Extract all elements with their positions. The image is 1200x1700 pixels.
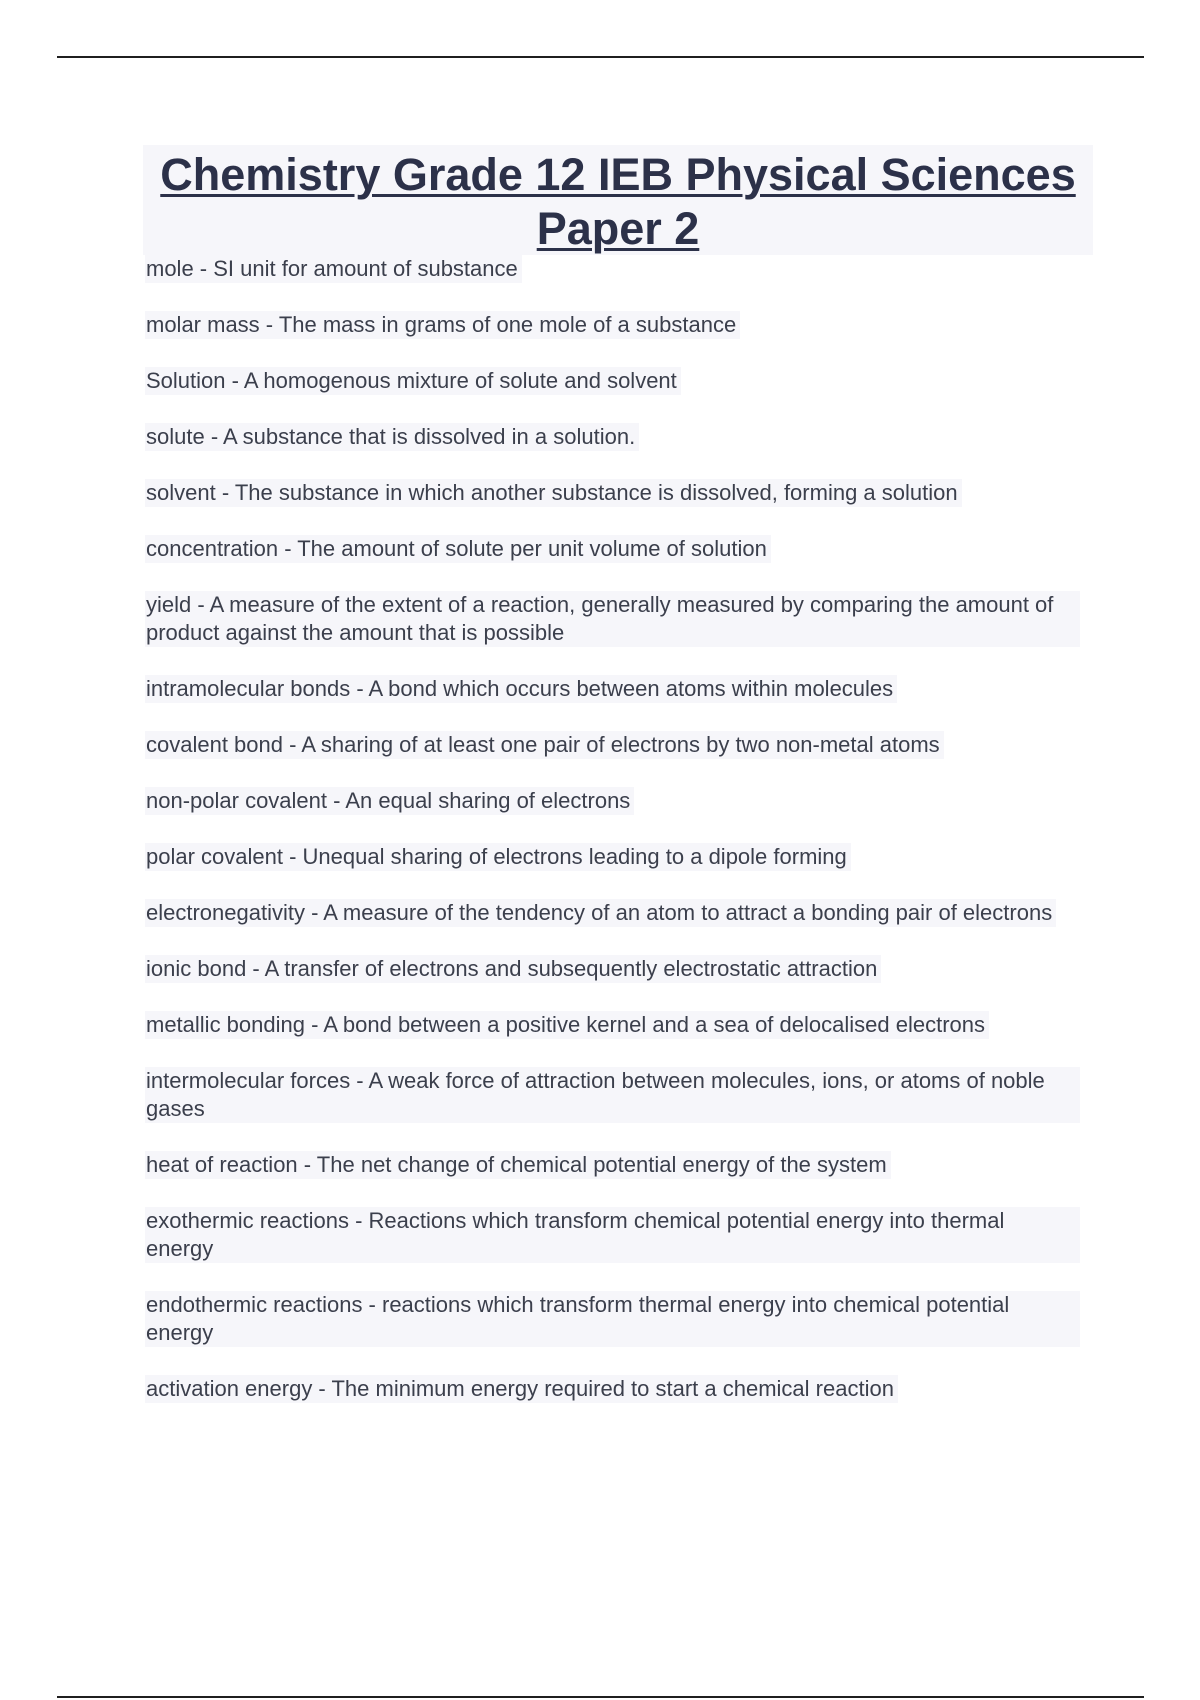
definition-item: non-polar covalent - An equal sharing of electrons xyxy=(145,787,634,815)
definition-item: solvent - The substance in which another substance is dissolved, forming a solution xyxy=(145,479,962,507)
bottom-rule xyxy=(57,1696,1144,1698)
definition-item: Solution - A homogenous mixture of solute and solvent xyxy=(145,367,681,395)
definition-item: endothermic reactions - reactions which transform thermal energy into chemical potential energy xyxy=(145,1291,1080,1347)
definition-item: covalent bond - A sharing of at least one pair of electrons by two non-metal atoms xyxy=(145,731,944,759)
definition-item: exothermic reactions - Reactions which transform chemical potential energy into thermal energy xyxy=(145,1207,1080,1263)
top-rule xyxy=(57,56,1144,58)
definition-item: electronegativity - A measure of the tendency of an atom to attract a bonding pair of electrons xyxy=(145,899,1056,927)
definition-item: heat of reaction - The net change of chemical potential energy of the system xyxy=(145,1151,891,1179)
definition-item: molar mass - The mass in grams of one mole of a substance xyxy=(145,311,740,339)
title-block xyxy=(143,145,1093,255)
definition-item: polar covalent - Unequal sharing of electrons leading to a dipole forming xyxy=(145,843,851,871)
definition-item: mole - SI unit for amount of substance xyxy=(145,255,522,283)
document-title: Chemistry Grade 12 IEB Physical Sciences Paper 2 xyxy=(160,149,1076,254)
definition-item: yield - A measure of the extent of a reaction, generally measured by comparing the amount of product against the amount that is possible xyxy=(145,591,1080,647)
definition-item: metallic bonding - A bond between a positive kernel and a sea of delocalised electrons xyxy=(145,1011,989,1039)
definitions-list xyxy=(145,255,1095,1431)
definition-item: solute - A substance that is dissolved in a solution. xyxy=(145,423,639,451)
definition-item: concentration - The amount of solute per unit volume of solution xyxy=(145,535,771,563)
definition-item: intramolecular bonds - A bond which occurs between atoms within molecules xyxy=(145,675,897,703)
definition-item: intermolecular forces - A weak force of attraction between molecules, ions, or atoms of noble gases xyxy=(145,1067,1080,1123)
definition-item: activation energy - The minimum energy required to start a chemical reaction xyxy=(145,1375,898,1403)
definition-item: ionic bond - A transfer of electrons and subsequently electrostatic attraction xyxy=(145,955,881,983)
